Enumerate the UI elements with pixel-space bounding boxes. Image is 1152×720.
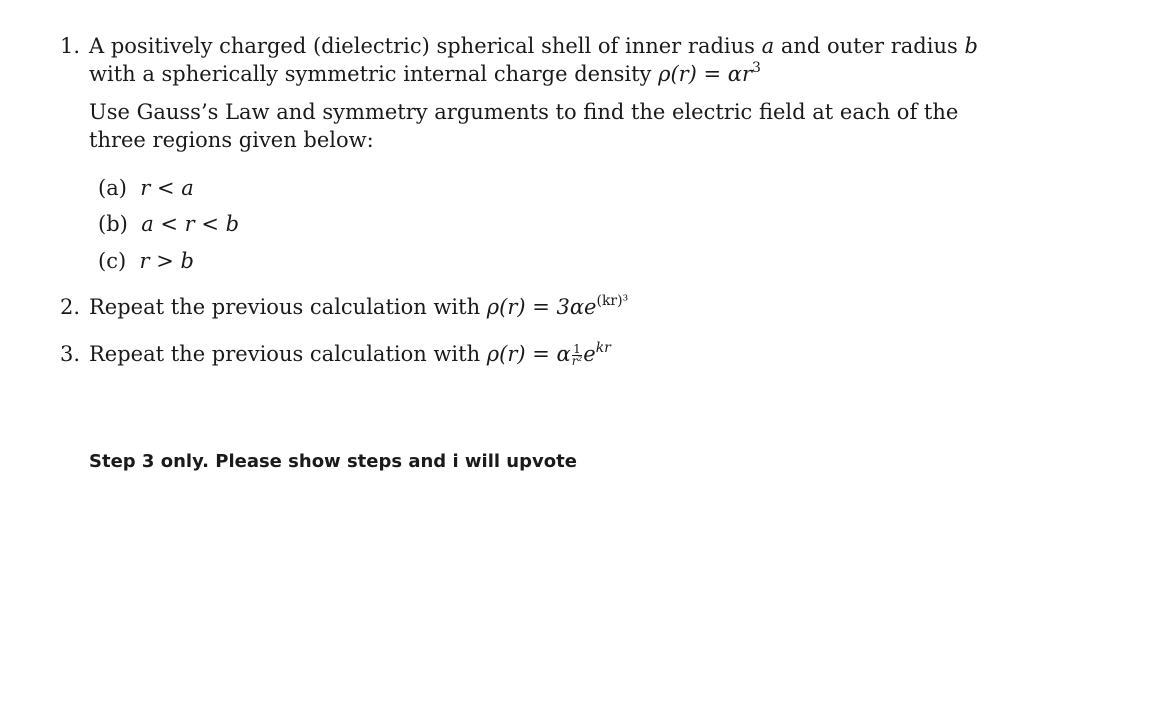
- problem-1-line-1-prefix: A positively charged (dielectric) spherical shell of inner radius: [89, 34, 755, 58]
- problem-number: 1.: [60, 34, 81, 58]
- problem-1-line-2-prefix: with a spherically symmetric internal charge density: [89, 62, 652, 86]
- problem-1-text: [89, 32, 978, 88]
- region-item: [98, 174, 194, 202]
- instruction-paragraph: [89, 98, 958, 154]
- problem-2-text: [89, 293, 628, 321]
- charge-density-exponent: 3: [752, 60, 761, 76]
- charge-density-formula: ρ(r) = α: [486, 342, 571, 366]
- region-label: (c): [98, 249, 127, 273]
- problem-1-line-1: [89, 32, 978, 60]
- exponential-base: e: [583, 342, 596, 366]
- request-note: Step 3 only. Please show steps and i will upvote: [89, 451, 577, 472]
- problem-2-prefix: Repeat the previous calculation with: [89, 295, 481, 319]
- charge-density-exponent: (kr)³: [596, 293, 629, 309]
- region-condition: r < a: [140, 176, 194, 200]
- region-label: (b): [98, 212, 128, 236]
- instruction-line-2: three regions given below:: [89, 128, 374, 152]
- charge-density-formula: ρ(r) = 3αe: [486, 295, 597, 319]
- problem-number: 3.: [60, 342, 81, 366]
- problem-3-text: [89, 340, 611, 368]
- instruction-line-1: Use Gauss’s Law and symmetry arguments to find the electric field at each of the: [89, 100, 959, 124]
- problem-1-line-1-mid: and outer radius: [780, 34, 958, 58]
- charge-density-exponent: kr: [595, 340, 611, 356]
- variable-b: b: [964, 34, 978, 58]
- problem-3-prefix: Repeat the previous calculation with: [89, 342, 481, 366]
- region-condition: a < r < b: [141, 212, 240, 236]
- problem-number: 2.: [60, 295, 81, 319]
- region-condition: r > b: [139, 249, 194, 273]
- fraction-numerator: 1: [573, 342, 581, 356]
- region-item: [98, 210, 239, 238]
- region-item: [98, 247, 194, 275]
- variable-a: a: [761, 34, 775, 58]
- problem-1-line-2: [89, 60, 978, 88]
- fraction: [572, 344, 583, 367]
- region-label: (a): [98, 176, 127, 200]
- charge-density-formula: ρ(r) = αr: [658, 62, 753, 86]
- fraction-denominator: r²: [571, 354, 583, 368]
